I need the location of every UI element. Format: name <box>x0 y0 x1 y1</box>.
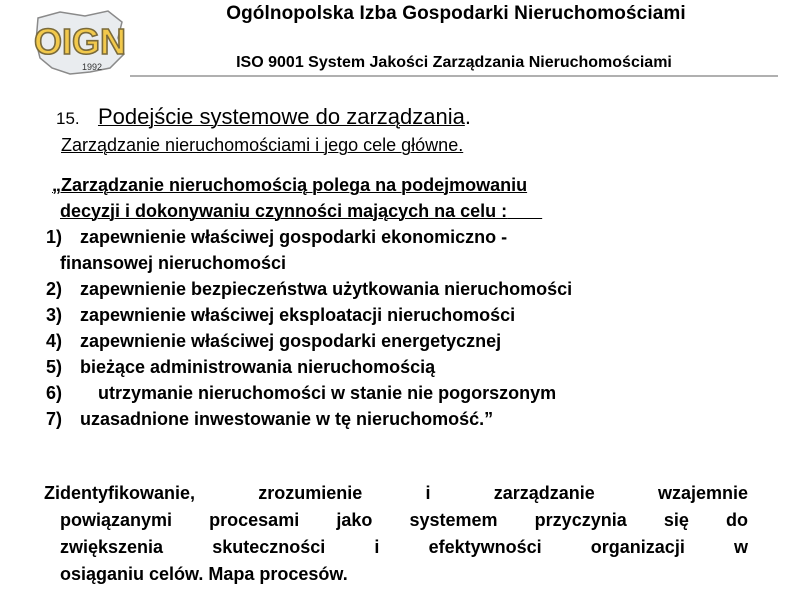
list-item: 2) zapewnienie bezpieczeństwa użytkowania nieruchomości <box>46 279 573 299</box>
paragraph-line: osiąganiu celów. Mapa procesów. <box>60 564 348 584</box>
quote-intro-2-wrap <box>46 198 766 224</box>
list-item: 3) zapewnienie właściwej eksploatacji nieruchomości <box>46 305 516 325</box>
paragraph-line: powiązanymi procesami jako systemem przyczynia się do <box>60 510 748 530</box>
oign-logo <box>30 8 130 78</box>
list-item: 1) zapewnienie właściwej gospodarki ekonomiczno - <box>46 227 508 247</box>
section-heading <box>56 105 471 131</box>
list-item: 5) bieżące administrowania nieruchomością <box>46 357 436 377</box>
quote-intro-1: „Zarządzanie nieruchomością polega na podejmowaniu <box>52 175 528 195</box>
list-item: 7) uzasadnione inwestowanie w tę nieruchomość.” <box>46 409 494 429</box>
section-number: 15. <box>56 109 80 128</box>
list-item: 4) zapewnienie właściwej gospodarki energetycznej <box>46 331 502 351</box>
paragraph-line: zwiększenia skuteczności i efektywności organizacji w <box>60 537 748 557</box>
quote-intro-2: decyzji i dokonywaniu czynności mających na celu : <box>60 201 508 221</box>
logo-year: 1992 <box>81 62 103 72</box>
summary-paragraph <box>44 480 748 588</box>
quote-block <box>46 172 766 432</box>
subheading: Zarządzanie nieruchomościami i jego cele główne. <box>61 135 464 155</box>
header-title: Ogólnopolska Izba Gospodarki Nieruchomościami <box>226 3 686 24</box>
section-title: Podejście systemowe do zarządzania <box>97 104 465 129</box>
header-subtitle: ISO 9001 System Jakości Zarządzania Nieruchomościami <box>236 54 672 71</box>
header-divider <box>130 75 778 77</box>
section-period: . <box>464 104 471 129</box>
paragraph-line: Zidentyfikowanie, zrozumienie i zarządzanie wzajemnie <box>44 483 748 503</box>
list-item: 6) utrzymanie nieruchomości w stanie nie pogorszonym <box>46 383 557 403</box>
logo-text: OIGN <box>33 21 127 62</box>
list-item-continuation: finansowej nieruchomości <box>60 253 287 273</box>
